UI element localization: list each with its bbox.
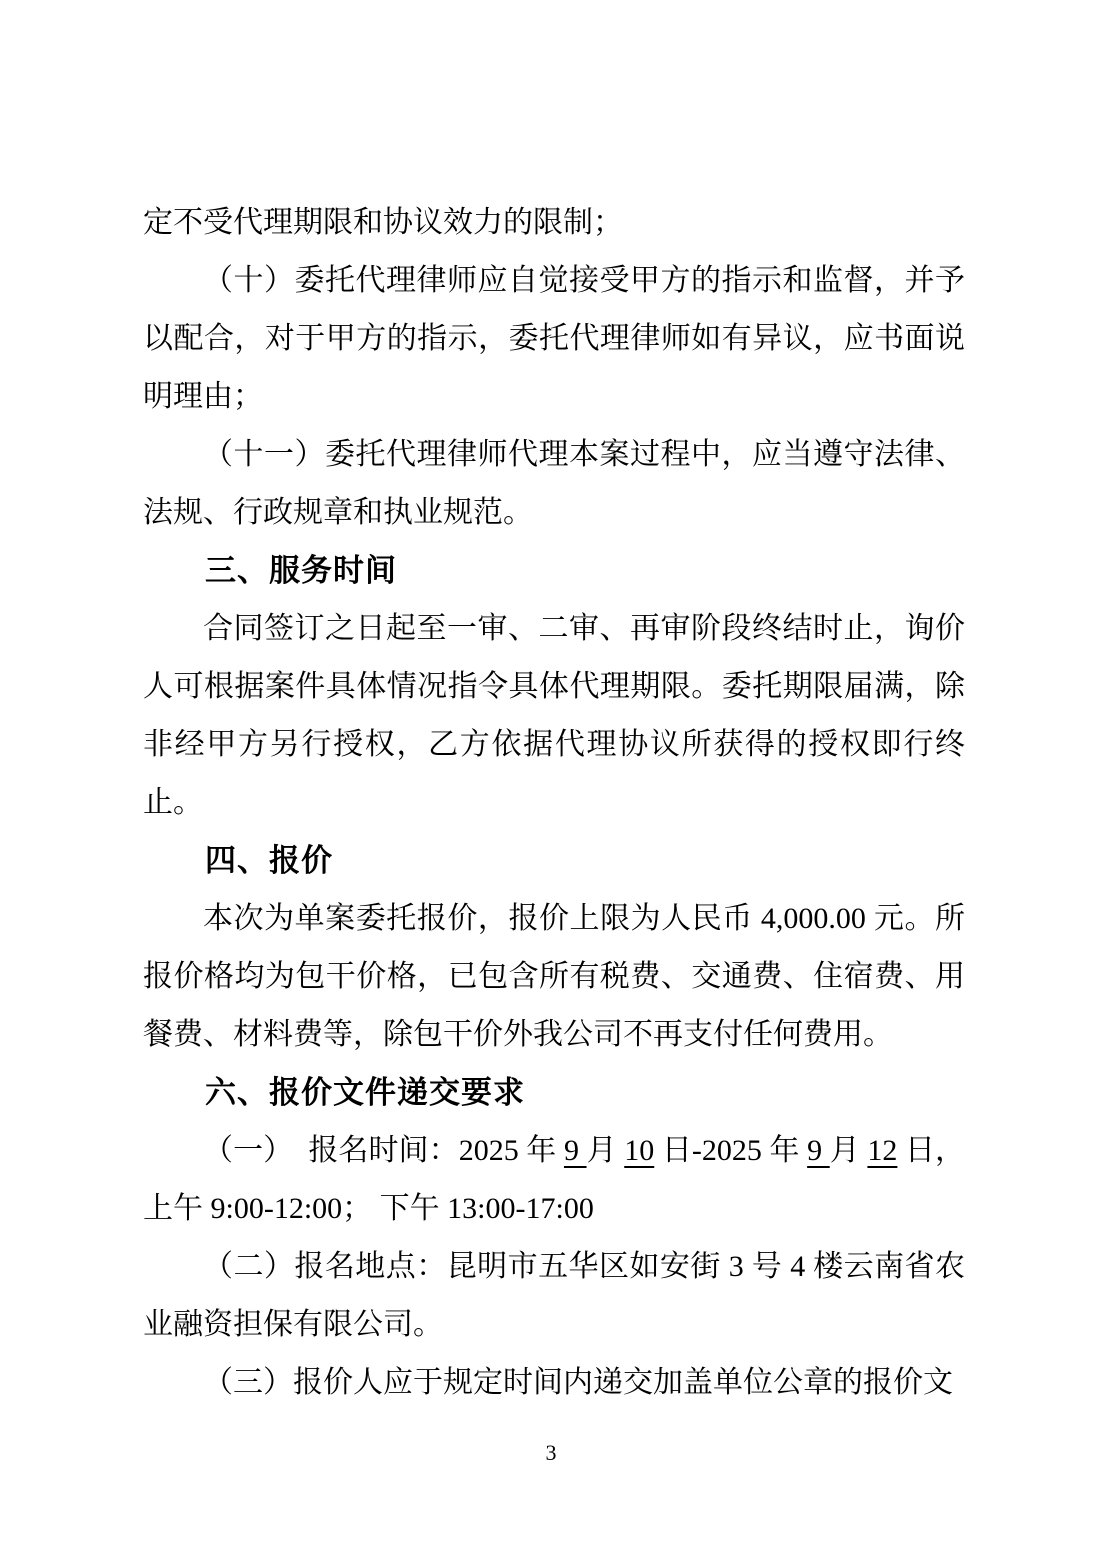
paragraph-quotation: 本次为单案委托报价，报价上限为人民币 4,000.00 元。所报价格均为包干价格，已包含所有税费、交通费、住宿费、用餐费、材料费等，除包干价外我公司不再支付任何费用。 [143, 902, 965, 1051]
paragraph-service-time: 合同签订之日起至一审、二审、再审阶段终结时止，询价人可根据案件具体情况指令具体代理期限。委托期限届满，除非经甲方另行授权，乙方依据代理协议所获得的授权即行终止。 [143, 612, 965, 819]
text-run: 日，上午 9:00-12:00； 下午 13:00-17:00 [143, 1134, 966, 1225]
underlined-fill-in-value: 12 [867, 1134, 898, 1167]
section-heading-service-time: 三、服务时间 [205, 553, 397, 588]
underlined-fill-in-value: 9 [807, 1134, 830, 1167]
paragraph-continuation: 定不受代理期限和协议效力的限制； [143, 206, 623, 239]
underlined-fill-in-value: 9 [563, 1134, 587, 1167]
paragraph-registration-time [143, 1122, 965, 1238]
text-run: 月 [586, 1134, 625, 1167]
paragraph-clause-10: （十）委托代理律师应自觉接受甲方的指示和监督，并予以配合，对于甲方的指示，委托代理律师如有异议，应书面说明理由； [143, 264, 965, 413]
section-heading-submission-requirements: 六、报价文件递交要求 [205, 1075, 525, 1110]
paragraph-submission-rule: （三）报价人应于规定时间内递交加盖单位公章的报价文 [203, 1366, 953, 1399]
section-heading-quotation: 四、报价 [205, 843, 333, 878]
page-footer [0, 1438, 1102, 1468]
text-run: 日-2025 年 [654, 1134, 808, 1167]
paragraph-clause-11: （十一）委托代理律师代理本案过程中，应当遵守法律、法规、行政规章和执业规范。 [143, 438, 965, 529]
text-run: （一） 报名时间：2025 年 [203, 1134, 564, 1167]
page-number: 3 [545, 1440, 557, 1465]
underlined-fill-in-value: 10 [624, 1134, 655, 1167]
paragraph-registration-location: （二）报名地点：昆明市五华区如安街 3 号 4 楼云南省农业融资担保有限公司。 [143, 1250, 965, 1341]
text-run: 月 [829, 1134, 868, 1167]
document-body [143, 194, 965, 1412]
